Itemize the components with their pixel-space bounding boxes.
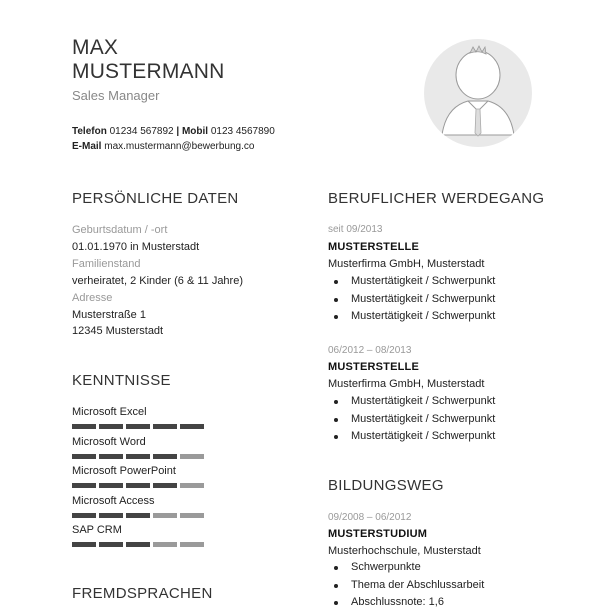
skill-segment-filled <box>126 513 150 518</box>
last-name: MUSTERMANN <box>72 60 225 83</box>
skill-segment-filled <box>126 483 150 488</box>
education-degree: MUSTERSTUDIUM <box>328 528 428 540</box>
list-item: Mustertätigkeit / Schwerpunkt <box>328 428 495 446</box>
skill-segment-empty <box>180 483 204 488</box>
languages-heading: FREMDSPRACHEN <box>72 585 213 602</box>
skill-name: Microsoft Excel <box>72 406 147 418</box>
list-item: Thema der Abschlussarbeit <box>328 577 484 595</box>
person-name <box>72 36 225 84</box>
skill-segment-filled <box>72 542 96 547</box>
career-role: MUSTERSTELLE <box>328 361 420 373</box>
skill-segment-filled <box>72 424 96 429</box>
family-value: verheiratet, 2 Kinder (6 & 11 Jahre) <box>72 275 243 287</box>
email-label: E-Mail <box>72 141 102 152</box>
phone-value: 01234 567892 <box>109 126 174 137</box>
list-item: Abschlussnote: 1,6 <box>328 594 484 612</box>
skill-segment-filled <box>153 424 177 429</box>
skill-segment-empty <box>180 513 204 518</box>
personal-data-heading: PERSÖNLICHE DATEN <box>72 190 239 207</box>
career-date: 06/2012 – 08/2013 <box>328 345 412 356</box>
list-item: Mustertätigkeit / Schwerpunkt <box>328 308 495 326</box>
skill-segment-filled <box>99 483 123 488</box>
career-bullets <box>328 273 495 326</box>
education-date: 09/2008 – 06/2012 <box>328 512 412 523</box>
skill-segment-filled <box>99 542 123 547</box>
skill-segment-empty <box>180 542 204 547</box>
skill-name: Microsoft Word <box>72 435 146 448</box>
skill-segment-empty <box>153 542 177 547</box>
education-institution: Musterhochschule, Musterstadt <box>328 545 481 557</box>
phone-label: Telefon <box>72 126 107 137</box>
skill-segment-filled <box>153 454 177 459</box>
education-bullets <box>328 559 484 612</box>
list-item: Mustertätigkeit / Schwerpunkt <box>328 291 495 309</box>
skill-segment-filled <box>180 424 204 429</box>
mobile-label: Mobil <box>181 126 209 137</box>
first-name: MAX <box>72 36 119 59</box>
email-value: max.mustermann@bewerbung.co <box>104 141 255 152</box>
skill-segment-filled <box>72 483 96 488</box>
skill-segment-filled <box>72 513 96 518</box>
job-title: Sales Manager <box>72 88 160 103</box>
skill-level-bar <box>72 424 204 429</box>
list-item: Mustertätigkeit / Schwerpunkt <box>328 273 495 291</box>
birth-value: 01.01.1970 in Musterstadt <box>72 241 200 253</box>
avatar-placeholder-icon <box>424 39 532 147</box>
address-line2: 12345 Musterstadt <box>72 325 164 337</box>
family-label: Familienstand <box>72 258 141 270</box>
career-date: seit 09/2013 <box>328 224 383 235</box>
career-bullets <box>328 393 495 446</box>
skill-name: Microsoft PowerPoint <box>72 465 176 477</box>
career-company: Musterfirma GmbH, Musterstadt <box>328 258 485 270</box>
skill-segment-filled <box>99 454 123 459</box>
list-item: Mustertätigkeit / Schwerpunkt <box>328 393 495 411</box>
skill-level-bar <box>72 513 204 518</box>
skill-level-bar <box>72 542 204 547</box>
skill-segment-filled <box>126 454 150 459</box>
phone-line: Telefon 01234 567892 | Mobil 0123 4567890 <box>72 126 275 137</box>
skills-heading: KENNTNISSE <box>72 372 171 389</box>
email-line <box>72 139 275 154</box>
skill-segment-empty <box>153 513 177 518</box>
skill-segment-filled <box>99 513 123 518</box>
career-company: Musterfirma GmbH, Musterstadt <box>328 378 485 390</box>
career-role: MUSTERSTELLE <box>328 241 420 253</box>
skill-segment-filled <box>99 424 123 429</box>
birth-label: Geburtsdatum / -ort <box>72 224 168 236</box>
skill-level-bar <box>72 454 204 459</box>
skill-name: Microsoft Access <box>72 494 155 507</box>
skill-segment-filled <box>126 424 150 429</box>
address-line1: Musterstraße 1 <box>72 309 146 321</box>
skill-segment-filled <box>126 542 150 547</box>
education-heading: BILDUNGSWEG <box>328 477 444 494</box>
list-item: Mustertätigkeit / Schwerpunkt <box>328 411 495 429</box>
skill-name: SAP CRM <box>72 524 122 536</box>
skill-segment-empty <box>180 454 204 459</box>
career-heading: BERUFLICHER WERDEGANG <box>328 190 545 207</box>
skill-segment-filled <box>153 483 177 488</box>
skill-level-bar <box>72 483 204 488</box>
address-label: Adresse <box>72 292 113 304</box>
avatar <box>424 39 532 147</box>
contact-block <box>72 124 275 154</box>
list-item: Schwerpunkte <box>328 559 484 577</box>
skill-segment-filled <box>72 454 96 459</box>
mobile-value: 0123 4567890 <box>210 126 275 137</box>
